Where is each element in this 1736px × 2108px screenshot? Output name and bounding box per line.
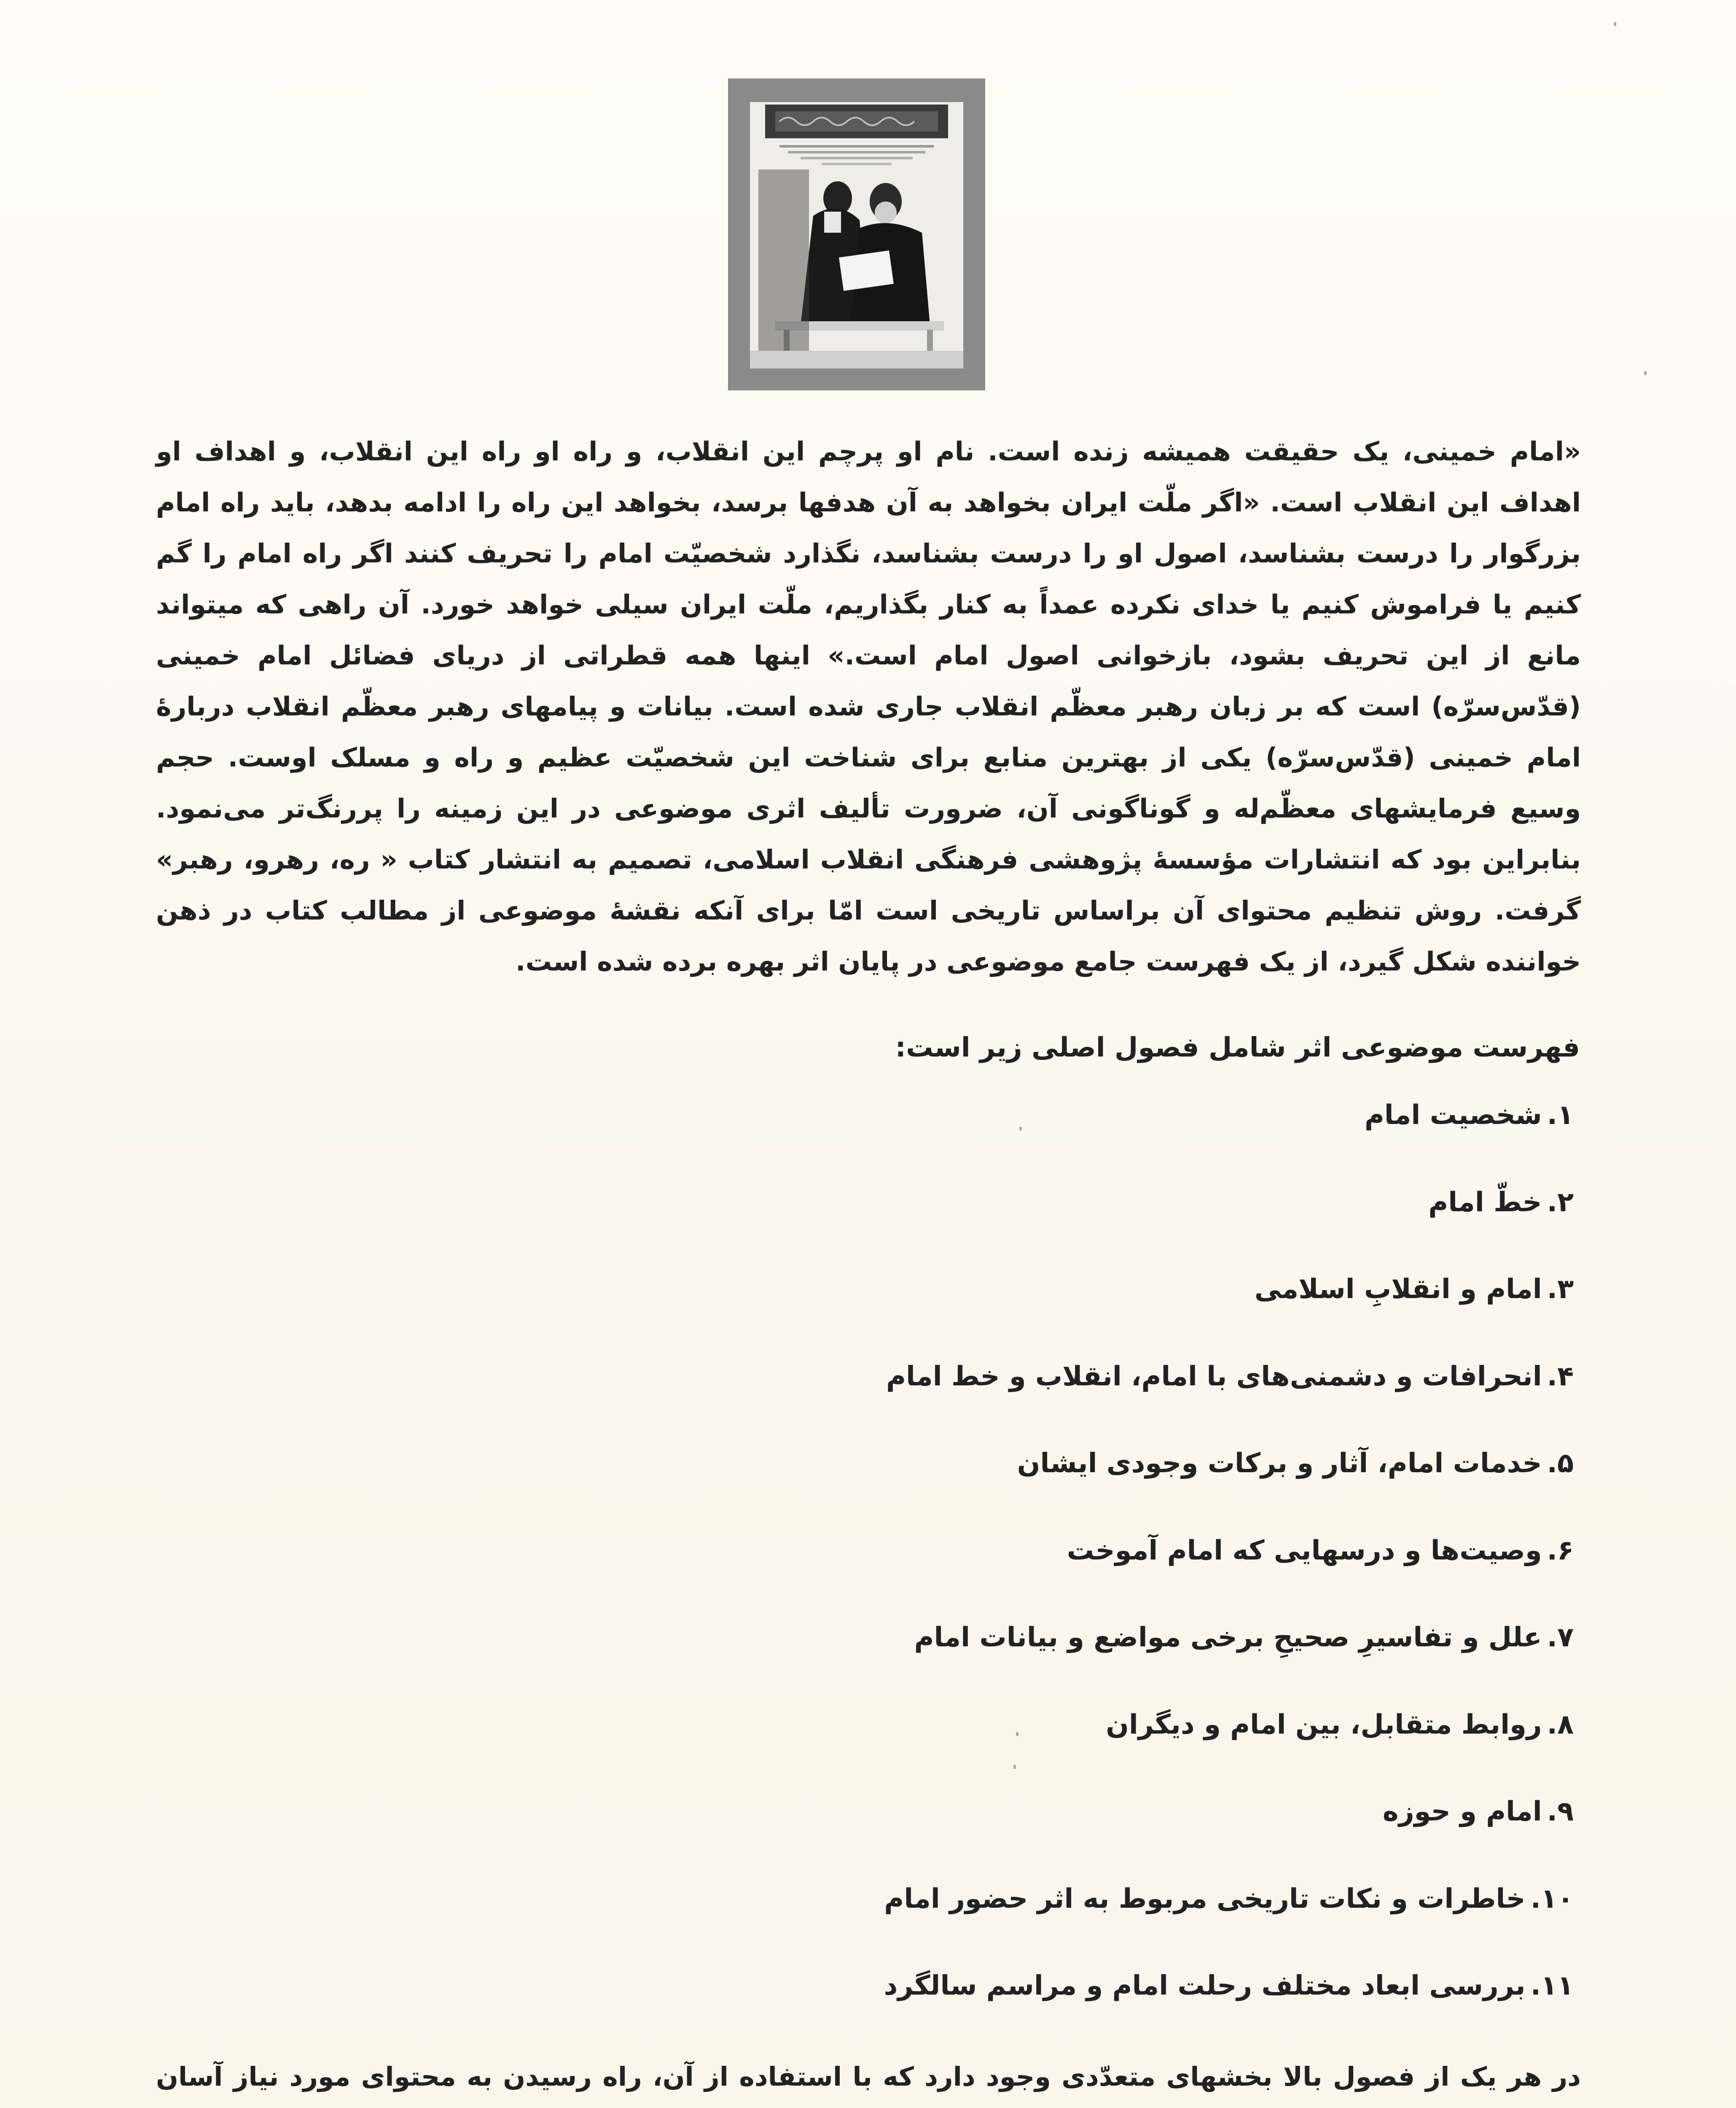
toc-item-label: علل و تفاسیرِ صحیحِ برخی مواضع و بیانات امام <box>914 1622 1542 1653</box>
toc-item <box>562 1532 1574 1619</box>
scan-speck <box>1019 1127 1022 1131</box>
toc-item-number: ۸. <box>1547 1709 1574 1740</box>
toc-item-number: ۹. <box>1547 1796 1574 1827</box>
toc-item <box>562 1706 1574 1793</box>
toc-item <box>562 1619 1574 1706</box>
toc-item-label: خطّ امام <box>1428 1186 1542 1218</box>
toc-item-label: امام و حوزه <box>1382 1796 1542 1827</box>
toc-item <box>562 1793 1574 1880</box>
toc-item-label: انحرافات و دشمنی‌های با امام، انقلاب و خط امام <box>886 1361 1542 1392</box>
toc-item-label: امام و انقلابِ اسلامی <box>1254 1274 1542 1305</box>
toc-item <box>562 1880 1574 1967</box>
toc-item-label: خاطرات و نکات تاریخی مربوط به اثر حضور امام <box>884 1883 1526 1914</box>
toc-item-number: ۷. <box>1547 1622 1574 1653</box>
toc-item-number: ۲. <box>1547 1186 1574 1218</box>
scan-speck <box>1614 22 1616 26</box>
scan-speck <box>1013 1765 1016 1769</box>
toc-item-number: ۵. <box>1547 1448 1574 1479</box>
toc-item-label: روابط متقابل، بین امام و دیگران <box>1106 1709 1542 1740</box>
scan-speck <box>1644 371 1647 375</box>
intro-paragraph: «امام خمینی، یک حقیقت همیشه زنده است. نام او پرچم این انقلاب، و راه او راه این انقلاب، و اهداف او اهداف این انقلاب است. «اگر ملّت ایران بخواهد به آن هدفها برسد، بخواهد این راه را ادامه بدهد، باید راه امام بزرگوار را درست بشناسد، اصول او را درست بشناسد، نگذارد شخصیّت امام را تحریف کنند اگر راه امام را گم کنیم یا فراموش کنیم یا خدای نکرده عمداً به کنار بگذاریم، ملّت ایران سیلی خواهد خورد. آن راهی که میتواند مانع از این تحریف بشود، بازخوانی اصول امام است.» اینها همه قطراتی از دریای فضائل امام خمینی (قدّس‌سرّه) است که بر زبان رهبر معظّم انقلاب جاری شده است. بیانات و پیامهای رهبر معظّم انقلاب دربارهٔ امام خمینی (قدّس‌سرّه) یکی از بهترین منابع برای شناخت این شخصیّت عظیم و راه و مسلک اوست. حجم وسیع فرمایشهای معظّم‌له و گوناگونی آن، ضرورت تألیف اثری موضوعی در این زمینه را پررنگ‌تر می‌نمود. بنابراین بود که انتشارات مؤسسهٔ پژوهشی فرهنگی انقلاب اسلامی، تصمیم به انتشار کتاب « ره، رهرو، رهبر» گرفت. روش تنظیم محتوای آن براساس تاریخی است امّا برای آنکه نقشهٔ موضوعی از مطالب کتاب در ذهن خواننده شکل گیرد، از یک فهرست جامع موضوعی در پایان اثر بهره برده شده است. <box>156 436 1581 977</box>
toc-item-label: شخصیت امام <box>1364 1100 1542 1131</box>
toc-item-label: وصیت‌ها و درسهایی که امام آموخت <box>1067 1535 1542 1566</box>
toc-item-number: ۱۱. <box>1530 1970 1574 2001</box>
toc-item <box>562 1096 1574 1183</box>
toc-item <box>562 1444 1574 1532</box>
scan-speck <box>1016 1732 1018 1736</box>
toc-item-number: ۱۰. <box>1530 1883 1574 1914</box>
toc-item-label: خدمات امام، آثار و برکات وجودی ایشان <box>1017 1448 1542 1479</box>
toc-item-number: ۴. <box>1547 1361 1574 1392</box>
toc-item-label: بررسی ابعاد مختلف رحلت امام و مراسم سالگرد <box>884 1970 1526 2001</box>
toc-list <box>562 1096 1574 2054</box>
outro-paragraph: در هر یک از فصول بالا بخشهای متعدّدی وجود دارد که با استفاده از آن، راه رسیدن به محتوای مورد نیاز آسان <box>156 2061 1581 2092</box>
toc-item <box>562 1270 1574 1358</box>
toc-item <box>562 1358 1574 1445</box>
toc-item <box>562 1967 1574 2054</box>
cover-photo <box>750 102 963 368</box>
toc-item <box>562 1183 1574 1271</box>
toc-item-number: ۳. <box>1547 1274 1574 1305</box>
cover-photo-graphic <box>750 102 963 368</box>
book-cover-image <box>728 78 985 390</box>
toc-heading: فهرست موضوعی اثر شامل فصول اصلی زیر است: <box>895 1032 1580 1063</box>
toc-item-number: ۶. <box>1547 1535 1574 1566</box>
toc-item-number: ۱. <box>1547 1100 1574 1131</box>
